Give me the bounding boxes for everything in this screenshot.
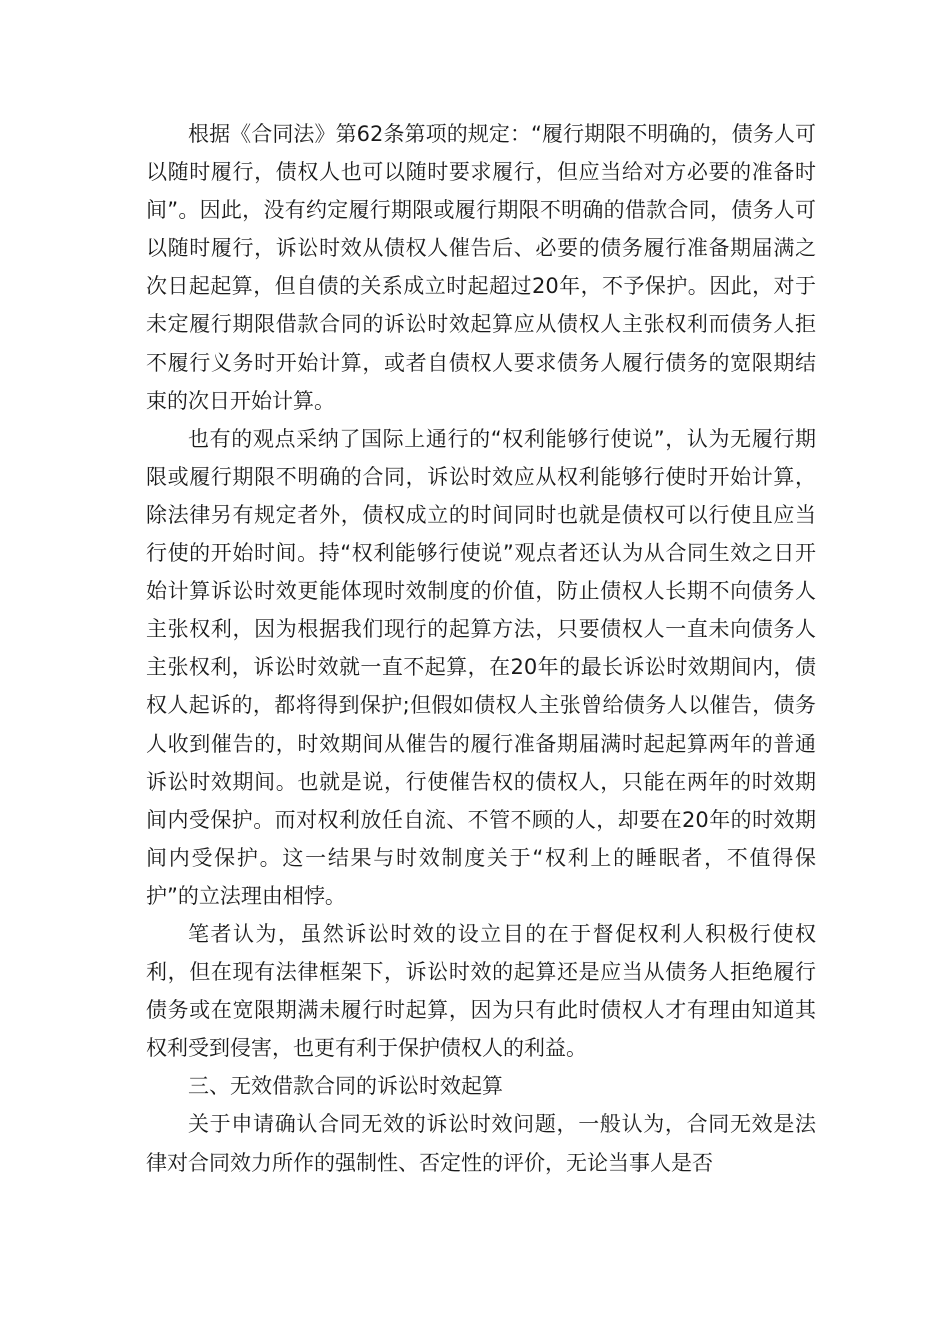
paragraph-author-opinion: 笔者认为，虽然诉讼时效的设立目的在于督促权利人积极行使权利，但在现有法律框架下，诉讼时效的起算还是应当从债务人拒绝履行债务或在宽限期满未履行时起算，因为只有此时债权人才有理由知道其权利受到侵害，也更有利于保护债权人的利益。 <box>146 921 816 1061</box>
paragraph-right-exercisable-theory: 也有的观点采纳了国际上通行的“权利能够行使说”，认为无履行期限或履行期限不明确的合同，诉讼时效应从权利能够行使时开始计算，除法律另有规定者外，债权成立的时间同时也就是债权可以行使且应当行使的开始时间。持“权利能够行使说”观点者还认为从合同生效之日开始计算诉讼时效更能体现时效制度的价值，防止债权人长期不向债务人主张权利，因为根据我们现行的起算方法，只要债权人一直未向债务人主张权利，诉讼时效就一直不起算，在20年的最长诉讼时效期间内，债权人起诉的，都将得到保护;但假如债权人主张曾给债务人以催告，债务人收到催告的，时效期间从催告的履行准备期届满时起起算两年的普通诉讼时效期间。也就是说，行使催告权的债权人，只能在两年的时效期间内受保护。而对权利放任自流、不管不顾的人，却要在20年的时效期间内受保护。这一结果与时效制度关于“权利上的睡眠者，不值得保护”的立法理由相悖。 <box>146 426 816 908</box>
section-heading: 三、无效借款合同的诉讼时效起算 <box>188 1074 503 1099</box>
document-body <box>146 115 816 1182</box>
paragraph-contract-law-article-62: 根据《合同法》第62条第项的规定：“履行期限不明确的，债务人可以随时履行，债权人也可以随时要求履行，但应当给对方必要的准备时间”。因此，没有约定履行期限或履行期限不明确的借款合同，债务人可以随时履行，诉讼时效从债权人催告后、必要的债务履行准备期届满之次日起起算，但自债的关系成立时起超过20年，不予保护。因此，对于未定履行期限借款合同的诉讼时效起算应从债权人主张权利而债务人拒不履行义务时开始计算，或者自债权人要求债务人履行债务的宽限期结束的次日开始计算。 <box>146 122 816 413</box>
paragraph-invalid-contract: 关于申请确认合同无效的诉讼时效问题，一般认为，合同无效是法律对合同效力所作的强制性、否定性的评价，无论当事人是否 <box>146 1112 816 1175</box>
